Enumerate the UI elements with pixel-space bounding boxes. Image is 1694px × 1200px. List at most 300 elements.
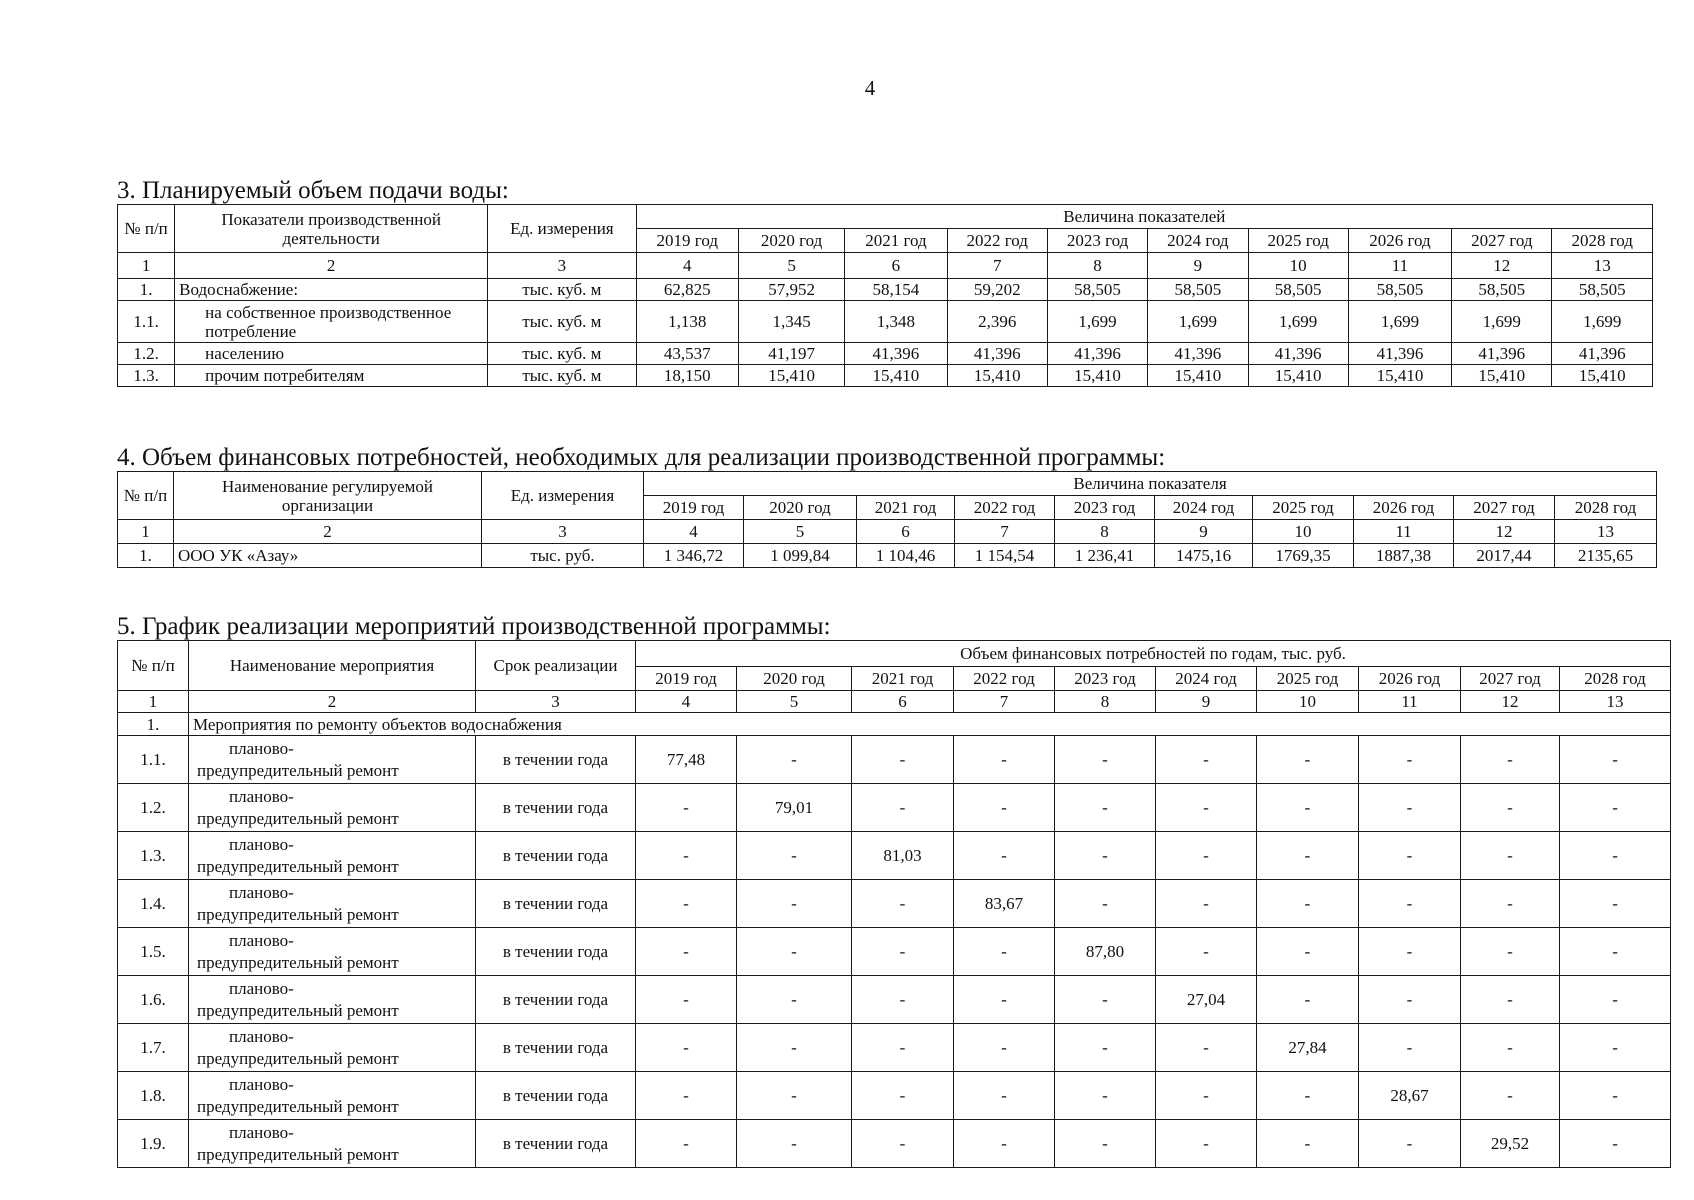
row-event (189, 1120, 476, 1168)
value-cell: - (1055, 976, 1156, 1024)
value-cell: - (1156, 832, 1257, 880)
value-cell: - (636, 784, 737, 832)
value-cell: 1,699 (1348, 301, 1451, 343)
column-number: 6 (852, 691, 954, 713)
value-cell: - (1461, 784, 1560, 832)
value-cell: 41,396 (1552, 343, 1653, 365)
year-header: 2020 год (744, 496, 857, 520)
section3-title: 3. Планируемый объем подачи воды: (117, 177, 509, 204)
page-number: 4 (864, 76, 876, 100)
value-cell: 1 104,46 (857, 544, 955, 568)
header-group: Величина показателей (636, 205, 1652, 229)
column-number: 12 (1452, 253, 1552, 279)
value-cell: 1,699 (1148, 301, 1248, 343)
column-number: 7 (955, 520, 1055, 544)
value-cell: - (852, 1024, 954, 1072)
header-num: № п/п (118, 472, 174, 520)
value-cell: - (1156, 784, 1257, 832)
table-row (118, 1120, 1671, 1168)
event-line-1: планово- (229, 1026, 294, 1046)
year-header: 2020 год (738, 229, 844, 253)
value-cell: - (1560, 1072, 1671, 1120)
row-num: 1.5. (118, 928, 189, 976)
group-num: 1. (118, 713, 189, 736)
column-number: 4 (636, 253, 738, 279)
value-cell: 15,410 (1047, 365, 1147, 387)
row-event (189, 1072, 476, 1120)
section5-title: 5. График реализации мероприятий производственной программы: (117, 613, 831, 640)
year-header: 2021 год (845, 229, 947, 253)
value-cell: 15,410 (1248, 365, 1348, 387)
value-cell: - (1257, 832, 1359, 880)
column-number: 11 (1354, 520, 1454, 544)
value-cell: - (636, 1024, 737, 1072)
table-row (118, 365, 1653, 387)
value-cell: - (1359, 784, 1461, 832)
year-header: 2019 год (644, 496, 744, 520)
table-row (118, 544, 1657, 568)
value-cell: - (1560, 1120, 1671, 1168)
event-line-1: планово- (229, 1074, 294, 1094)
event-line-2: предупредительный ремонт (197, 1096, 399, 1116)
column-number: 1 (118, 691, 189, 713)
value-cell: - (1257, 784, 1359, 832)
column-number: 8 (1055, 520, 1155, 544)
section5-body (118, 641, 1671, 1168)
group-name: Мероприятия по ремонту объектов водоснабжения (189, 713, 1671, 736)
value-cell: - (954, 832, 1055, 880)
table-row (118, 928, 1671, 976)
value-cell: - (852, 1072, 954, 1120)
value-cell: - (954, 1120, 1055, 1168)
value-cell: - (1055, 880, 1156, 928)
column-numbers-row (118, 520, 1657, 544)
value-cell: 83,67 (954, 880, 1055, 928)
year-header: 2024 год (1148, 229, 1248, 253)
row-event (189, 880, 476, 928)
value-cell: 58,505 (1047, 279, 1147, 301)
row-indicator: населению (175, 343, 488, 365)
column-number: 10 (1248, 253, 1348, 279)
value-cell: 1 236,41 (1055, 544, 1155, 568)
value-cell: - (1461, 1024, 1560, 1072)
year-header: 2022 год (954, 667, 1055, 691)
value-cell: 41,396 (1047, 343, 1147, 365)
value-cell: - (636, 1072, 737, 1120)
table-row (118, 976, 1671, 1024)
header-unit: Ед. измерения (488, 205, 636, 253)
event-line-1: планово- (229, 882, 294, 902)
column-number: 7 (947, 253, 1047, 279)
column-number: 4 (644, 520, 744, 544)
value-cell: - (1055, 784, 1156, 832)
header-term: Срок реализации (476, 641, 636, 691)
row-term: в течении года (476, 880, 636, 928)
header-num: № п/п (118, 641, 189, 691)
event-line-1: планово- (229, 1122, 294, 1142)
value-cell: - (1560, 880, 1671, 928)
value-cell: 1 154,54 (955, 544, 1055, 568)
value-cell: - (954, 1072, 1055, 1120)
value-cell: 1 099,84 (744, 544, 857, 568)
value-cell: - (1359, 880, 1461, 928)
row-num: 1.4. (118, 880, 189, 928)
value-cell: 59,202 (947, 279, 1047, 301)
row-term: в течении года (476, 976, 636, 1024)
value-cell: 15,410 (738, 365, 844, 387)
value-cell: - (737, 832, 852, 880)
value-cell: 41,396 (1348, 343, 1451, 365)
year-header: 2026 год (1348, 229, 1451, 253)
table-row (118, 736, 1671, 784)
column-number: 9 (1155, 520, 1253, 544)
row-unit: тыс. руб. (482, 544, 644, 568)
value-cell: 1887,38 (1354, 544, 1454, 568)
header-indicator: Показатели производственной деятельности (175, 205, 488, 253)
value-cell: - (852, 784, 954, 832)
value-cell: 1,699 (1047, 301, 1147, 343)
value-cell: 1769,35 (1253, 544, 1354, 568)
header-event: Наименование мероприятия (189, 641, 476, 691)
value-cell: 81,03 (852, 832, 954, 880)
value-cell: 57,952 (738, 279, 844, 301)
row-term: в течении года (476, 1024, 636, 1072)
row-term: в течении года (476, 832, 636, 880)
column-number: 13 (1560, 691, 1671, 713)
year-header: 2028 год (1552, 229, 1653, 253)
header-num: № п/п (118, 205, 175, 253)
value-cell: 43,537 (636, 343, 738, 365)
value-cell: - (1560, 784, 1671, 832)
value-cell: 15,410 (947, 365, 1047, 387)
year-header: 2026 год (1354, 496, 1454, 520)
value-cell: - (737, 976, 852, 1024)
column-number: 8 (1047, 253, 1147, 279)
value-cell: 15,410 (1452, 365, 1552, 387)
value-cell: - (737, 1072, 852, 1120)
column-number: 2 (175, 253, 488, 279)
event-line-1: планово- (229, 738, 294, 758)
year-header: 2019 год (636, 229, 738, 253)
financial-needs-table (117, 471, 1657, 568)
column-number: 11 (1359, 691, 1461, 713)
event-line-2: предупредительный ремонт (197, 904, 399, 924)
section4-body (118, 472, 1657, 568)
header-unit: Ед. измерения (482, 472, 644, 520)
column-number: 5 (738, 253, 844, 279)
table-row (118, 832, 1671, 880)
row-indicator: прочим потребителям (175, 365, 488, 387)
event-line-2: предупредительный ремонт (197, 808, 399, 828)
value-cell: - (852, 928, 954, 976)
year-header: 2023 год (1055, 496, 1155, 520)
year-header: 2021 год (857, 496, 955, 520)
value-cell: - (852, 976, 954, 1024)
year-header: 2022 год (947, 229, 1047, 253)
year-header: 2025 год (1257, 667, 1359, 691)
column-number: 7 (954, 691, 1055, 713)
column-number: 6 (845, 253, 947, 279)
event-line-1: планово- (229, 834, 294, 854)
event-line-1: планово- (229, 930, 294, 950)
column-numbers-row (118, 253, 1653, 279)
row-term: в течении года (476, 784, 636, 832)
section3-body (118, 205, 1653, 387)
value-cell: - (1560, 736, 1671, 784)
column-number: 2 (174, 520, 482, 544)
year-header: 2019 год (636, 667, 737, 691)
column-number: 9 (1148, 253, 1248, 279)
value-cell: - (852, 1120, 954, 1168)
value-cell: - (1257, 928, 1359, 976)
value-cell: 18,150 (636, 365, 738, 387)
value-cell: - (1461, 928, 1560, 976)
value-cell: - (1257, 976, 1359, 1024)
column-number: 1 (118, 253, 175, 279)
value-cell: - (1359, 976, 1461, 1024)
row-event (189, 784, 476, 832)
year-header: 2027 год (1452, 229, 1552, 253)
value-cell: - (636, 1120, 737, 1168)
column-number: 5 (744, 520, 857, 544)
table-row (118, 279, 1653, 301)
value-cell: - (636, 832, 737, 880)
value-cell: - (1257, 1120, 1359, 1168)
column-number: 2 (189, 691, 476, 713)
value-cell: 15,410 (1148, 365, 1248, 387)
value-cell: 15,410 (1348, 365, 1451, 387)
column-number: 8 (1055, 691, 1156, 713)
row-num: 1. (118, 279, 175, 301)
value-cell: - (1055, 1024, 1156, 1072)
value-cell: 1,348 (845, 301, 947, 343)
header-group: Величина показателя (644, 472, 1657, 496)
value-cell: 41,197 (738, 343, 844, 365)
row-indicator: Водоснабжение: (175, 279, 488, 301)
value-cell: - (1055, 1120, 1156, 1168)
value-cell: 1 346,72 (644, 544, 744, 568)
value-cell: - (1257, 1072, 1359, 1120)
value-cell: 41,396 (1248, 343, 1348, 365)
row-num: 1.2. (118, 343, 175, 365)
year-header: 2025 год (1248, 229, 1348, 253)
value-cell: - (954, 736, 1055, 784)
column-number: 3 (482, 520, 644, 544)
value-cell: 15,410 (1552, 365, 1653, 387)
value-cell: - (954, 784, 1055, 832)
header-org: Наименование регулируемой организации (174, 472, 482, 520)
column-number: 4 (636, 691, 737, 713)
column-number: 11 (1348, 253, 1451, 279)
column-number: 12 (1454, 520, 1555, 544)
value-cell: 77,48 (636, 736, 737, 784)
table-row (118, 343, 1653, 365)
value-cell: - (852, 880, 954, 928)
value-cell: - (1055, 832, 1156, 880)
value-cell: 58,505 (1452, 279, 1552, 301)
value-cell: 29,52 (1461, 1120, 1560, 1168)
value-cell: 27,84 (1257, 1024, 1359, 1072)
value-cell: - (1156, 928, 1257, 976)
value-cell: 1,138 (636, 301, 738, 343)
value-cell: - (852, 736, 954, 784)
value-cell: - (1461, 1072, 1560, 1120)
row-num: 1.9. (118, 1120, 189, 1168)
year-header: 2027 год (1454, 496, 1555, 520)
year-header: 2026 год (1359, 667, 1461, 691)
row-unit: тыс. куб. м (488, 365, 636, 387)
row-num: 1. (118, 544, 174, 568)
value-cell: - (954, 976, 1055, 1024)
column-numbers-row (118, 691, 1671, 713)
value-cell: - (1156, 1072, 1257, 1120)
value-cell: - (1560, 928, 1671, 976)
column-number: 6 (857, 520, 955, 544)
value-cell: - (1257, 736, 1359, 784)
value-cell: 1,699 (1452, 301, 1552, 343)
value-cell: - (1560, 1024, 1671, 1072)
row-num: 1.3. (118, 832, 189, 880)
value-cell: - (1359, 832, 1461, 880)
year-header: 2021 год (852, 667, 954, 691)
event-line-2: предупредительный ремонт (197, 1144, 399, 1164)
column-number: 1 (118, 520, 174, 544)
row-event (189, 1024, 476, 1072)
year-header: 2022 год (955, 496, 1055, 520)
value-cell: - (1359, 736, 1461, 784)
schedule-table (117, 640, 1671, 1168)
value-cell: 41,396 (1148, 343, 1248, 365)
row-num: 1.2. (118, 784, 189, 832)
value-cell: - (1055, 1072, 1156, 1120)
table-row (118, 301, 1653, 343)
value-cell: - (737, 928, 852, 976)
row-unit: тыс. куб. м (488, 279, 636, 301)
value-cell: 87,80 (1055, 928, 1156, 976)
column-number: 5 (737, 691, 852, 713)
row-num: 1.3. (118, 365, 175, 387)
row-num: 1.1. (118, 301, 175, 343)
row-term: в течении года (476, 736, 636, 784)
value-cell: - (1055, 736, 1156, 784)
value-cell: - (1156, 1120, 1257, 1168)
column-number: 12 (1461, 691, 1560, 713)
year-header: 2024 год (1155, 496, 1253, 520)
value-cell: - (1257, 880, 1359, 928)
row-event (189, 928, 476, 976)
year-header: 2027 год (1461, 667, 1560, 691)
value-cell: 79,01 (737, 784, 852, 832)
row-unit: тыс. куб. м (488, 343, 636, 365)
row-event (189, 976, 476, 1024)
value-cell: 15,410 (845, 365, 947, 387)
value-cell: 58,154 (845, 279, 947, 301)
value-cell: - (1461, 880, 1560, 928)
event-line-2: предупредительный ремонт (197, 760, 399, 780)
column-number: 10 (1257, 691, 1359, 713)
value-cell: - (1560, 832, 1671, 880)
value-cell: 58,505 (1552, 279, 1653, 301)
row-unit: тыс. куб. м (488, 301, 636, 343)
water-supply-table (117, 204, 1653, 387)
column-number: 3 (488, 253, 636, 279)
value-cell: - (737, 880, 852, 928)
year-header: 2023 год (1047, 229, 1147, 253)
year-header: 2025 год (1253, 496, 1354, 520)
value-cell: - (1461, 832, 1560, 880)
row-term: в течении года (476, 1120, 636, 1168)
row-event (189, 736, 476, 784)
year-header: 2028 год (1555, 496, 1657, 520)
value-cell: 2135,65 (1555, 544, 1657, 568)
section4-title: 4. Объем финансовых потребностей, необходимых для реализации производственной программы: (117, 444, 1166, 471)
row-term: в течении года (476, 928, 636, 976)
year-header: 2024 год (1156, 667, 1257, 691)
column-number: 13 (1552, 253, 1653, 279)
value-cell: 2017,44 (1454, 544, 1555, 568)
row-num: 1.8. (118, 1072, 189, 1120)
value-cell: - (1156, 880, 1257, 928)
event-line-2: предупредительный ремонт (197, 856, 399, 876)
column-number: 9 (1156, 691, 1257, 713)
value-cell: 58,505 (1248, 279, 1348, 301)
row-num: 1.1. (118, 736, 189, 784)
value-cell: - (954, 1024, 1055, 1072)
row-num: 1.6. (118, 976, 189, 1024)
column-number: 13 (1555, 520, 1657, 544)
value-cell: 1,699 (1248, 301, 1348, 343)
value-cell: - (636, 976, 737, 1024)
value-cell: - (636, 880, 737, 928)
table-row (118, 1024, 1671, 1072)
value-cell: - (737, 1120, 852, 1168)
value-cell: 1475,16 (1155, 544, 1253, 568)
value-cell: 27,04 (1156, 976, 1257, 1024)
event-line-2: предупредительный ремонт (197, 952, 399, 972)
column-number: 3 (476, 691, 636, 713)
value-cell: - (1359, 928, 1461, 976)
value-cell: - (1461, 976, 1560, 1024)
table-row (118, 784, 1671, 832)
table-row (118, 880, 1671, 928)
event-line-1: планово- (229, 978, 294, 998)
value-cell: - (1461, 736, 1560, 784)
value-cell: - (1359, 1120, 1461, 1168)
value-cell: 58,505 (1348, 279, 1451, 301)
value-cell: 58,505 (1148, 279, 1248, 301)
value-cell: 1,699 (1552, 301, 1653, 343)
value-cell: 41,396 (845, 343, 947, 365)
value-cell: - (1359, 1024, 1461, 1072)
year-header: 2020 год (737, 667, 852, 691)
event-line-1: планово- (229, 786, 294, 806)
year-header: 2028 год (1560, 667, 1671, 691)
value-cell: 28,67 (1359, 1072, 1461, 1120)
row-org: ООО УК «Азау» (174, 544, 482, 568)
value-cell: 1,345 (738, 301, 844, 343)
value-cell: 2,396 (947, 301, 1047, 343)
value-cell: - (954, 928, 1055, 976)
column-number: 10 (1253, 520, 1354, 544)
value-cell: - (636, 928, 737, 976)
value-cell: - (1560, 976, 1671, 1024)
value-cell: 41,396 (1452, 343, 1552, 365)
value-cell: 41,396 (947, 343, 1047, 365)
value-cell: - (737, 736, 852, 784)
row-term: в течении года (476, 1072, 636, 1120)
header-row (118, 641, 1671, 667)
event-line-2: предупредительный ремонт (197, 1000, 399, 1020)
